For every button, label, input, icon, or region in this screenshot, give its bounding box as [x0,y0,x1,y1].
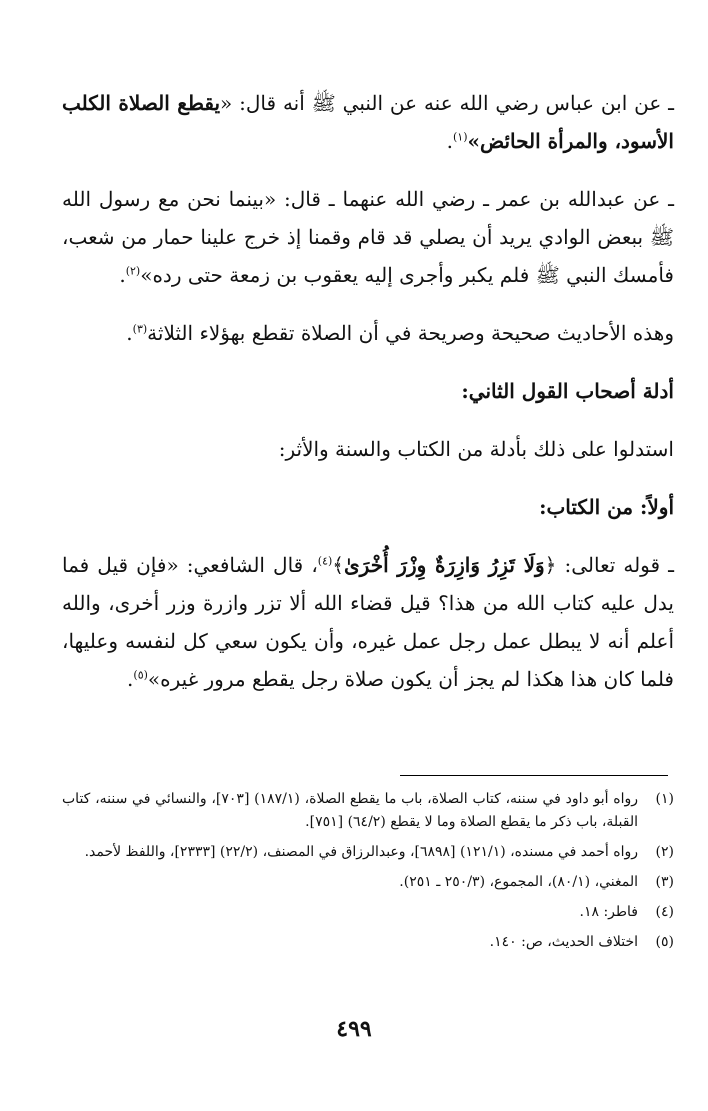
spacer [62,526,674,546]
footnote-number: (٤) [655,904,674,920]
footnote-ref-4[interactable]: (٤) [317,554,333,568]
conclusion-paragraph [62,314,674,352]
page-number: ٤٩٩ [336,1016,372,1042]
spacer [62,468,674,488]
footnote-text: المغني، (٨٠/١)، المجموع، (٢٥٠/٣ ـ ٢٥١). [399,874,638,890]
footnote-item [62,871,674,894]
spacer [62,160,674,180]
subsection-heading: أولاً: من الكتاب: [539,495,674,519]
footnote-item [62,931,674,954]
spacer [62,352,674,372]
footnote-text: فاطر: ١٨. [579,904,638,920]
hadith-ibn-umar [62,180,674,294]
spacer [62,410,674,430]
footnote-item [62,788,674,834]
footnote-ref-3[interactable]: (٣) [132,322,148,336]
hadith-text: ـ عن عبدالله بن عمر ـ رضي الله عنهما ـ قال: «بينما نحن مع رسول الله ﷺ ببعض الوادي يريد أن يصلي قد قام وقمنا إذ خرج علينا حمار من شعب، فأمسك النبي ﷺ فلم يكبر وأجرى إليه يعقوب بن زمعة حتى رده» [62,187,674,287]
footnote-number: (١) [655,791,674,807]
period: . [126,321,133,345]
footnote-number: (٥) [655,934,674,950]
intro-paragraph: استدلوا على ذلك بأدلة من الكتاب والسنة والأثر: [278,437,674,461]
main-text [62,84,674,698]
conclusion-text: وهذه الأحاديث صحيحة وصريحة في أن الصلاة تقطع بهؤلاء الثلاثة [147,321,674,345]
shafii-quote: ، قال الشافعي: «فإن قيل فما يدل عليه كتاب الله من هذا؟ قيل قضاء الله ألا تزر وازرة وزر أخرى، والله أعلم أنه لا يبطل عمل رجل عمل غيره، وأن يكون سعي كل لنفسه وعليها، فلما كان هذا هكذا لم يجز أن يكون صلاة رجل يقطع مرور غيره» [62,553,674,691]
footnote-number: (٢) [655,844,674,860]
period: . [127,667,134,691]
footnote-text: اختلاف الحديث، ص: ١٤٠. [489,934,638,950]
period: . [446,129,453,153]
footnote-divider [400,775,668,776]
quote-close: » [467,129,480,153]
footnote-text: رواه أبو داود في سننه، كتاب الصلاة، باب ما يقطع الصلاة، (١٨٧/١) [٧٠٣]، والنسائي في سننه، كتاب القبلة، باب ذكر ما يقطع الصلاة وما لا يقطع (٦٤/٢) [٧٥١]. [62,791,638,830]
quran-verse: وَلَا تَزِرُ وَازِرَةٌ وِزْرَ أُخْرَىٰ [344,553,545,577]
footnote-ref-1[interactable]: (١) [452,130,468,144]
footnote-item [62,841,674,864]
section-heading: أدلة أصحاب القول الثاني: [461,379,674,403]
footnote-number: (٣) [655,874,674,890]
hadith-quote: يقطع الصلاة الكلب الأسود، والمرأة الحائض [62,91,674,153]
spacer [62,294,674,314]
footnote-ref-5[interactable]: (٥) [133,668,148,682]
footnote-text: رواه أحمد في مسنده، (١٢١/١) [٦٨٩٨]، وعبدالرزاق في المصنف، (٢٢/٢) [٢٣٣٣]، واللفظ لأحمد. [84,844,638,860]
period: . [119,263,126,287]
hadith-ibn-abbas [62,84,674,160]
verse-intro: ـ قوله تعالى: ﴿ [544,553,675,577]
footnote-ref-2[interactable]: (٢) [125,264,141,278]
quran-evidence-paragraph [62,546,674,698]
footnote-item [62,901,674,924]
verse-close-bracket: ﴾ [332,553,345,577]
footnotes [62,788,674,961]
hadith-intro: ـ عن ابن عباس رضي الله عنه عن النبي ﷺ أنه قال: « [220,91,674,115]
